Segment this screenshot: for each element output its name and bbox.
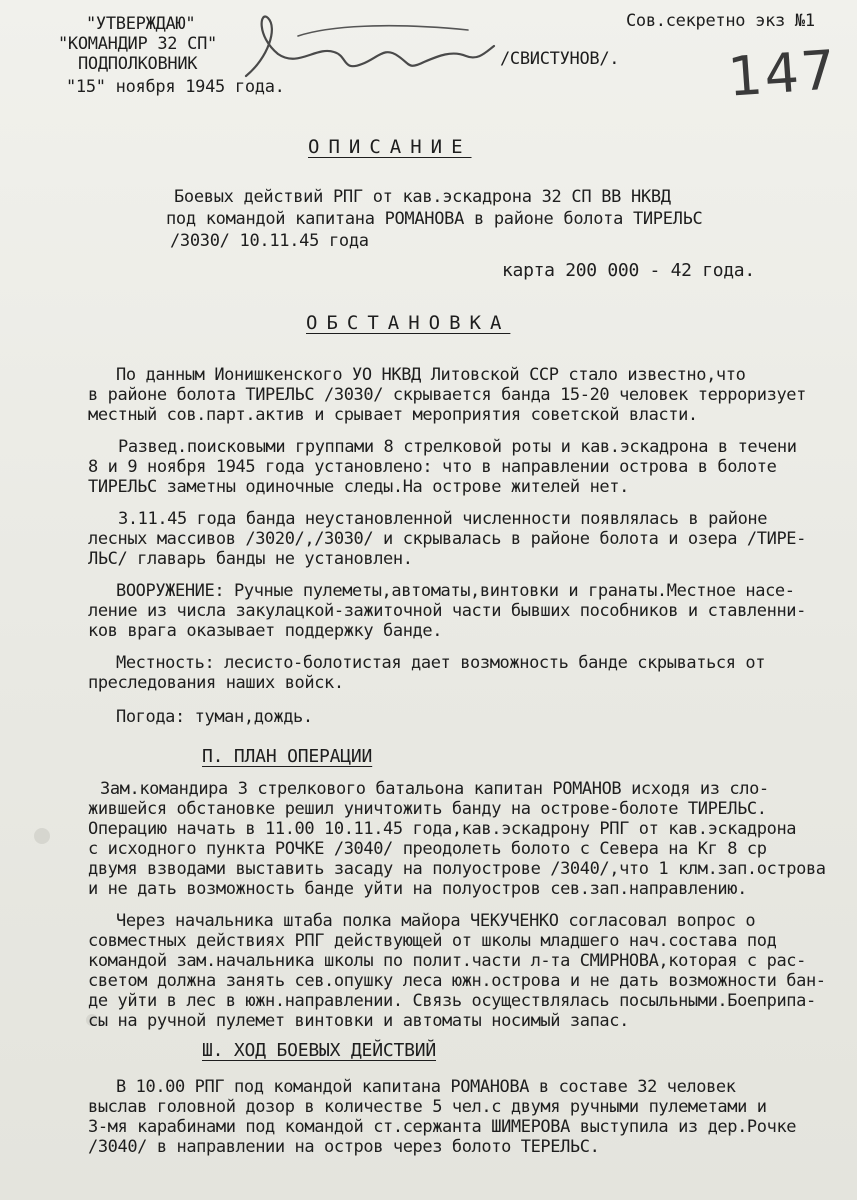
text-line: совместных действиях РПГ действующей от школы младшего нач.состава под [88, 931, 777, 951]
text-line: Развед.поисковыми группами 8 стрелковой роты и кав.эскадрона в течени [118, 437, 797, 457]
text-line: Через начальника штаба полка майора ЧЕКУЧЕНКО согласовал вопрос о [116, 911, 756, 931]
text-line: де уйти в лес в южн.направлении. Связь осуществлялась посыльными.Боеприпа- [88, 991, 816, 1011]
page-number: 147 [725, 38, 840, 109]
text-line: По данным Ионишкенского УО НКВД Литовской ССР стало известно,что [116, 365, 746, 385]
section-heading-plan: П. ПЛАН ОПЕРАЦИИ [202, 746, 373, 767]
text-line: лесных массивов /3020/,/3030/ и скрывалась в районе болота и озера /ТИРЕ- [88, 529, 806, 549]
text-line: 3-мя карабинами под командой ст.сержанта ШИМЕРОВА выступила из дер.Рочке [88, 1117, 797, 1137]
title-line: Боевых действий РПГ от кав.эскадрона 32 СП ВВ НКВД [174, 187, 671, 207]
text-line: ЛЬС/ главарь банды не установлен. [88, 549, 413, 569]
signature-icon [238, 6, 500, 90]
text-line: в районе болота ТИРЕЛЬС /3030/ скрывается банда 15-20 человек терроризует [88, 385, 806, 405]
approval-stamp: "УТВЕРЖДАЮ" [86, 14, 196, 34]
text-line: двумя взводами выставить засаду на полуострове /3040/,что 1 клм.зап.острова [88, 859, 826, 879]
title-line: /3030/ 10.11.45 года [170, 231, 369, 251]
text-line: и не дать возможность банде уйти на полуостров сев.зап.направлению. [88, 879, 747, 899]
text-line: ВООРУЖЕНИЕ: Ручные пулеметы,автоматы,винтовки и гранаты.Местное насе- [116, 581, 795, 601]
text-line: В 10.00 РПГ под командой капитана РОМАНОВА в составе 32 человек [116, 1077, 736, 1097]
text-line: ТИРЕЛЬС заметны одиночные следы.На острове жителей нет. [88, 477, 629, 497]
text-line: Операцию начать в 11.00 10.11.45 года,кав.эскадрону РПГ от кав.эскадрона [88, 819, 797, 839]
text-line: светом должна занять сев.опушку леса южн.острова и не дать возможности бан- [88, 971, 826, 991]
text-line: 8 и 9 ноября 1945 года установлено: что в направлении острова в болоте [88, 457, 777, 477]
text-line: сы на ручной пулемет винтовки и автоматы носимый запас. [88, 1011, 629, 1031]
text-line: выслав головной дозор в количестве 5 чел.с двумя ручными пулеметами и [88, 1097, 767, 1117]
section-heading-situation: ОБСТАНОВКА [306, 312, 511, 334]
text-line: /3040/ в направлении на остров через болото ТЕРЕЛЬС. [88, 1137, 600, 1157]
title-line: под командой капитана РОМАНОВА в районе болота ТИРЕЛЬС [166, 209, 703, 229]
text-line: Погода: туман,дождь. [116, 707, 313, 727]
text-line: с исходного пункта РОЧКЕ /3040/ преодолеть болото с Севера на Кг 8 ср [88, 839, 767, 859]
approval-date: "15" ноября 1945 года. [66, 77, 285, 97]
secrecy-mark: Сов.секретно экз №1 [626, 11, 815, 31]
text-line: ление из числа закулацкой-зажиточной части бывших пособников и ставленни- [88, 601, 806, 621]
document-title: ОПИСАНИЕ [308, 136, 472, 158]
text-line: местный сов.парт.актив и срывает мероприятия советской власти. [88, 405, 698, 425]
approval-commander: "КОМАНДИР 32 СП" [58, 34, 217, 54]
text-line: командой зам.начальника школы по полит.части л-та СМИРНОВА,которая с рас- [88, 951, 806, 971]
map-reference: карта 200 000 - 42 года. [502, 260, 755, 281]
approval-name: /СВИСТУНОВ/. [500, 49, 620, 69]
text-line: 3.11.45 года банда неустановленной численности появлялась в районе [118, 509, 768, 529]
text-line: преследования наших войск. [88, 673, 344, 693]
section-heading-combat: Ш. ХОД БОЕВЫХ ДЕЙСТВИЙ [202, 1040, 437, 1061]
text-line: Зам.командира 3 стрелкового батальона капитан РОМАНОВ исходя из сло- [100, 779, 769, 799]
approval-rank: ПОДПОЛКОВНИК [78, 54, 198, 74]
text-line: Местность: лесисто-болотистая дает возможность банде скрываться от [116, 653, 766, 673]
text-line: жившейся обстановке решил уничтожить банду на острове-болоте ТИРЕЛЬС. [88, 799, 767, 819]
text-line: ков врага оказывает поддержку банде. [88, 621, 443, 641]
punch-hole [34, 828, 50, 844]
